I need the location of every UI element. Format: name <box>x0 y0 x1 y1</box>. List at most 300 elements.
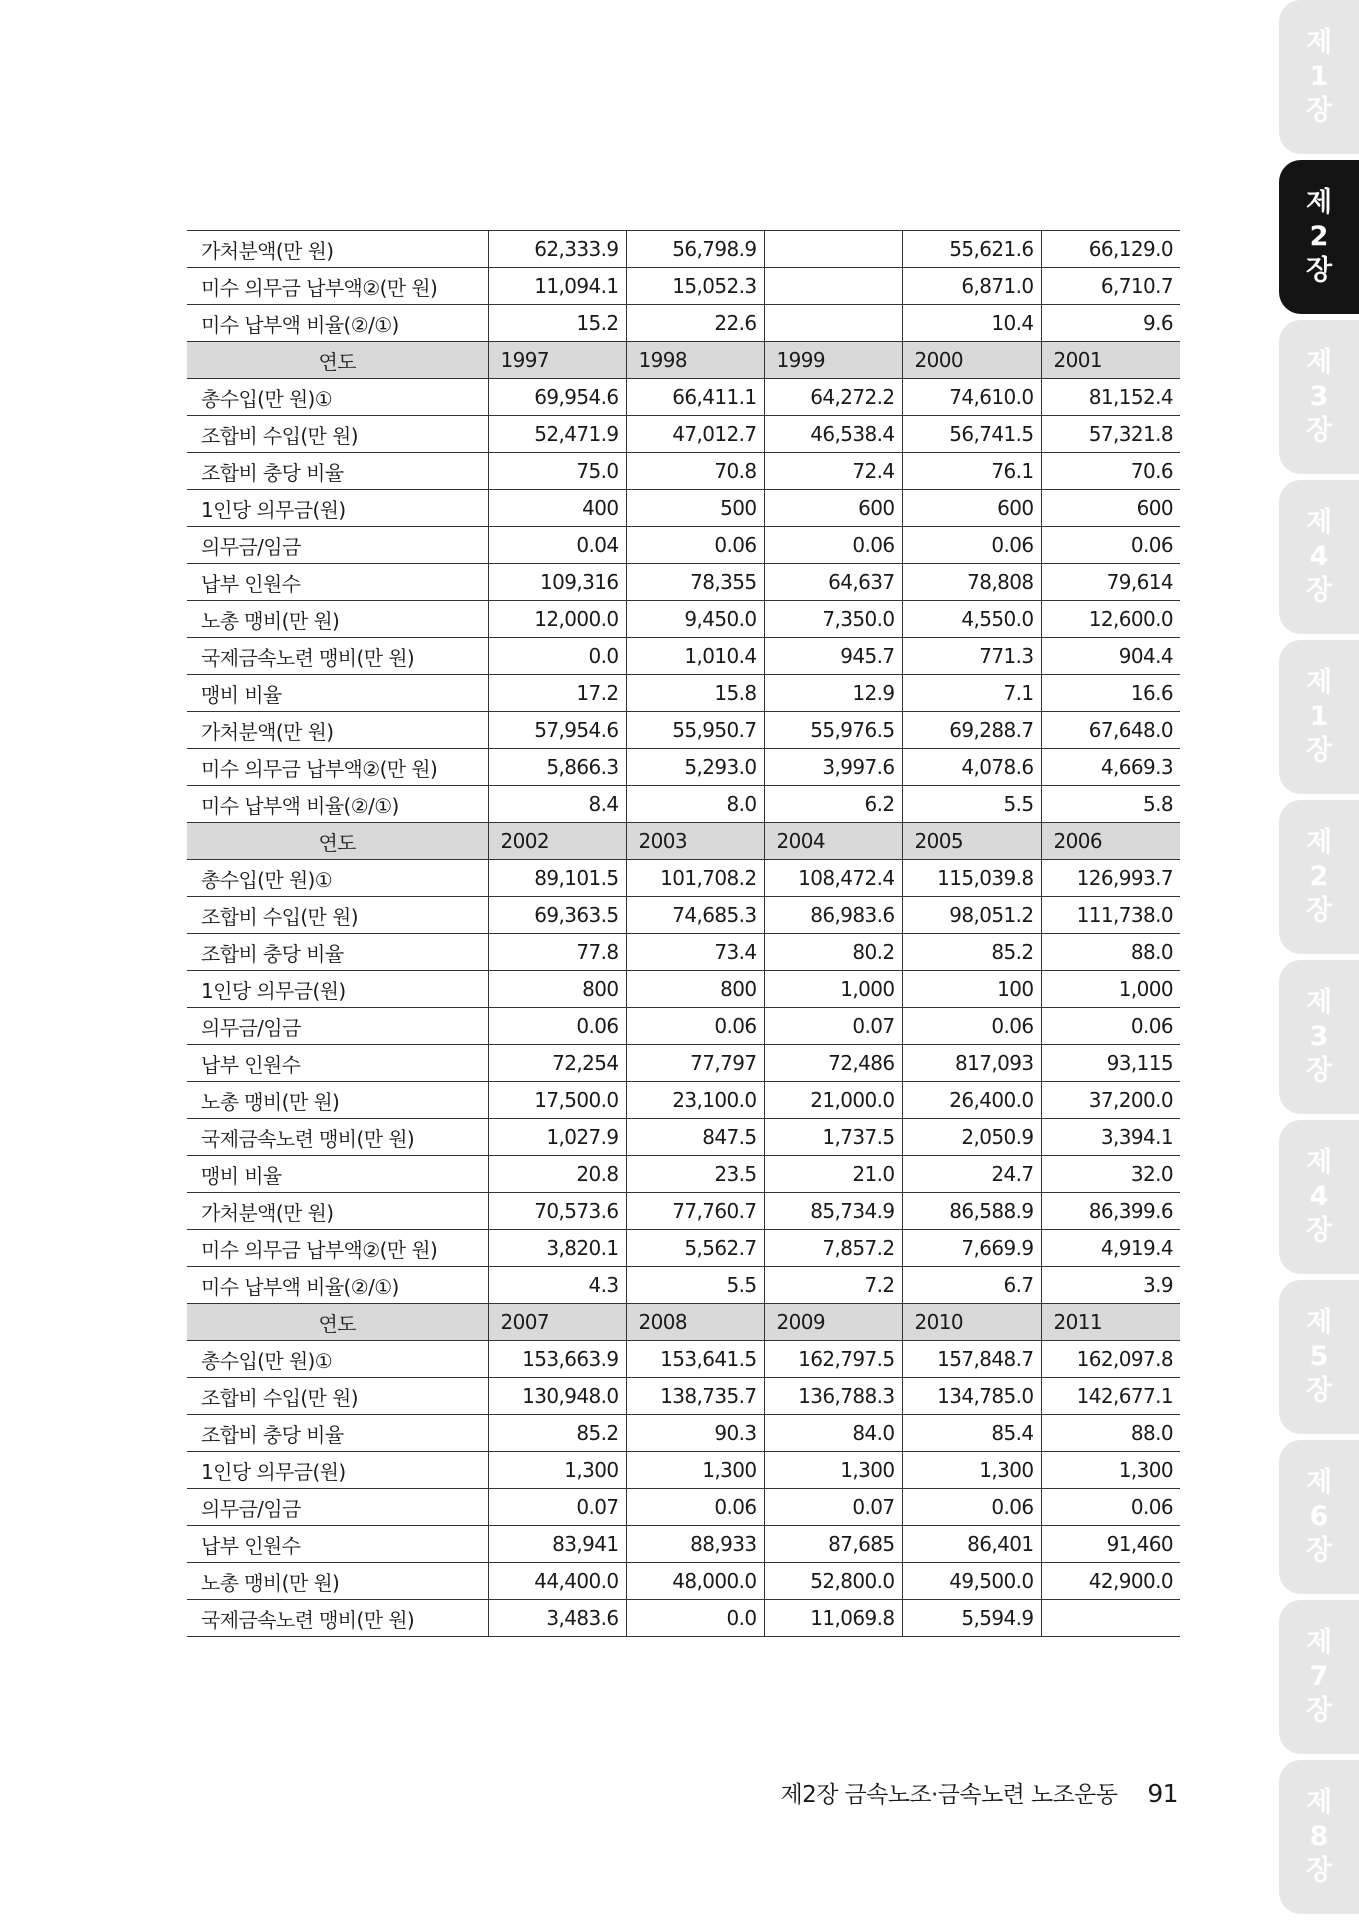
value-cell: 9,450.0 <box>626 601 764 638</box>
year-cell: 2001 <box>1041 342 1180 379</box>
value-cell: 91,460 <box>1041 1526 1180 1563</box>
year-label-cell: 연도 <box>187 342 488 379</box>
chapter-tab-num: 8 <box>1309 1821 1329 1852</box>
value-cell: 2,050.9 <box>902 1119 1041 1156</box>
table-row <box>187 786 1180 823</box>
value-cell: 21,000.0 <box>764 1082 902 1119</box>
value-cell: 108,472.4 <box>764 860 902 897</box>
table-row <box>187 1563 1180 1600</box>
value-cell: 109,316 <box>488 564 626 601</box>
value-cell: 100 <box>902 971 1041 1008</box>
row-label-cell: 맹비 비율 <box>187 1156 488 1193</box>
chapter-tab-suffix: 장 <box>1305 1535 1333 1566</box>
value-cell: 153,663.9 <box>488 1341 626 1378</box>
chapter-tab-suffix: 장 <box>1305 255 1333 286</box>
value-cell: 4,669.3 <box>1041 749 1180 786</box>
chapter-tab-suffix: 장 <box>1305 95 1333 126</box>
chapter-tab-num: 2 <box>1309 221 1329 252</box>
value-cell: 111,738.0 <box>1041 897 1180 934</box>
value-cell: 126,993.7 <box>1041 860 1180 897</box>
chapter-tab-num: 1 <box>1309 61 1329 92</box>
chapter-tab-suffix: 장 <box>1305 1055 1333 1086</box>
value-cell: 22.6 <box>626 305 764 342</box>
value-cell: 62,333.9 <box>488 231 626 268</box>
value-cell: 847.5 <box>626 1119 764 1156</box>
year-cell: 2004 <box>764 823 902 860</box>
value-cell: 0.06 <box>1041 1489 1180 1526</box>
value-cell: 0.0 <box>626 1600 764 1637</box>
value-cell: 8.4 <box>488 786 626 823</box>
value-cell: 79,614 <box>1041 564 1180 601</box>
table-row <box>187 453 1180 490</box>
value-cell: 5,866.3 <box>488 749 626 786</box>
value-cell: 0.06 <box>764 527 902 564</box>
value-cell: 7.2 <box>764 1267 902 1304</box>
value-cell: 1,000 <box>1041 971 1180 1008</box>
value-cell: 600 <box>764 490 902 527</box>
chapter-tab[interactable] <box>1279 160 1359 314</box>
dues-data-table <box>187 230 1180 1637</box>
table-row <box>187 934 1180 971</box>
value-cell: 85.2 <box>902 934 1041 971</box>
value-cell <box>1041 1600 1180 1637</box>
table-row <box>187 416 1180 453</box>
value-cell: 23.5 <box>626 1156 764 1193</box>
value-cell: 5.5 <box>902 786 1041 823</box>
value-cell: 10.4 <box>902 305 1041 342</box>
year-label-cell: 연도 <box>187 1304 488 1341</box>
table-row <box>187 1378 1180 1415</box>
value-cell: 9.6 <box>1041 305 1180 342</box>
chapter-tab[interactable] <box>1279 1120 1359 1274</box>
value-cell: 12.9 <box>764 675 902 712</box>
chapter-tab[interactable] <box>1279 1760 1359 1914</box>
footer-chapter-title: 제2장 금속노조·금속노련 노조운동 <box>780 1782 1118 1808</box>
value-cell: 17.2 <box>488 675 626 712</box>
value-cell: 88,933 <box>626 1526 764 1563</box>
value-cell: 136,788.3 <box>764 1378 902 1415</box>
value-cell: 67,648.0 <box>1041 712 1180 749</box>
table-row <box>187 1341 1180 1378</box>
chapter-tab-suffix: 장 <box>1305 575 1333 606</box>
value-cell: 78,355 <box>626 564 764 601</box>
row-label-cell: 노총 맹비(만 원) <box>187 1563 488 1600</box>
row-label-cell: 의무금/임금 <box>187 1008 488 1045</box>
page-footer <box>781 1776 1178 1809</box>
year-header-row <box>187 342 1180 379</box>
value-cell: 5,293.0 <box>626 749 764 786</box>
chapter-tab-num: 6 <box>1309 1501 1329 1532</box>
year-cell: 2000 <box>902 342 1041 379</box>
value-cell: 7,669.9 <box>902 1230 1041 1267</box>
chapter-tab-num: 4 <box>1309 1181 1329 1212</box>
value-cell: 3,820.1 <box>488 1230 626 1267</box>
value-cell: 88.0 <box>1041 1415 1180 1452</box>
row-label-cell: 미수 납부액 비율(②/①) <box>187 305 488 342</box>
table-row <box>187 601 1180 638</box>
table-row <box>187 1082 1180 1119</box>
chapter-tab[interactable] <box>1279 0 1359 154</box>
year-cell: 2010 <box>902 1304 1041 1341</box>
row-label-cell: 조합비 수입(만 원) <box>187 416 488 453</box>
chapter-tab-prefix: 제 <box>1305 187 1333 218</box>
value-cell: 55,976.5 <box>764 712 902 749</box>
table-row <box>187 712 1180 749</box>
table-row <box>187 897 1180 934</box>
value-cell: 1,300 <box>626 1452 764 1489</box>
value-cell: 1,737.5 <box>764 1119 902 1156</box>
value-cell: 1,300 <box>1041 1452 1180 1489</box>
chapter-tab-num: 2 <box>1309 861 1329 892</box>
year-cell: 2002 <box>488 823 626 860</box>
value-cell: 49,500.0 <box>902 1563 1041 1600</box>
row-label-cell: 1인당 의무금(원) <box>187 971 488 1008</box>
chapter-tab-bar <box>1279 0 1359 1920</box>
chapter-tab-num: 3 <box>1309 381 1329 412</box>
value-cell: 1,000 <box>764 971 902 1008</box>
value-cell: 162,097.8 <box>1041 1341 1180 1378</box>
value-cell: 0.06 <box>902 1489 1041 1526</box>
chapter-tab-num: 3 <box>1309 1021 1329 1052</box>
chapter-tab-prefix: 제 <box>1305 27 1333 58</box>
value-cell: 76.1 <box>902 453 1041 490</box>
value-cell: 1,010.4 <box>626 638 764 675</box>
value-cell: 77,760.7 <box>626 1193 764 1230</box>
row-label-cell: 의무금/임금 <box>187 527 488 564</box>
value-cell: 37,200.0 <box>1041 1082 1180 1119</box>
value-cell: 75.0 <box>488 453 626 490</box>
value-cell: 93,115 <box>1041 1045 1180 1082</box>
value-cell: 74,685.3 <box>626 897 764 934</box>
value-cell: 3.9 <box>1041 1267 1180 1304</box>
year-cell: 2003 <box>626 823 764 860</box>
value-cell: 88.0 <box>1041 934 1180 971</box>
row-label-cell: 가처분액(만 원) <box>187 712 488 749</box>
value-cell: 89,101.5 <box>488 860 626 897</box>
value-cell: 56,798.9 <box>626 231 764 268</box>
table-row <box>187 638 1180 675</box>
chapter-tab-suffix: 장 <box>1305 1215 1333 1246</box>
row-label-cell: 조합비 충당 비율 <box>187 934 488 971</box>
table-row <box>187 1415 1180 1452</box>
value-cell: 101,708.2 <box>626 860 764 897</box>
value-cell: 0.06 <box>626 1489 764 1526</box>
value-cell: 4,078.6 <box>902 749 1041 786</box>
value-cell: 42,900.0 <box>1041 1563 1180 1600</box>
table-row <box>187 231 1180 268</box>
value-cell: 57,321.8 <box>1041 416 1180 453</box>
value-cell: 55,950.7 <box>626 712 764 749</box>
row-label-cell: 납부 인원수 <box>187 564 488 601</box>
row-label-cell: 국제금속노련 맹비(만 원) <box>187 1600 488 1637</box>
chapter-tab[interactable] <box>1279 1600 1359 1754</box>
row-label-cell: 총수입(만 원)① <box>187 379 488 416</box>
value-cell: 0.06 <box>902 1008 1041 1045</box>
value-cell: 85.4 <box>902 1415 1041 1452</box>
value-cell: 70,573.6 <box>488 1193 626 1230</box>
row-label-cell: 미수 납부액 비율(②/①) <box>187 786 488 823</box>
table-row <box>187 379 1180 416</box>
table-row <box>187 1119 1180 1156</box>
row-label-cell: 1인당 의무금(원) <box>187 1452 488 1489</box>
chapter-tab-suffix: 장 <box>1305 1855 1333 1886</box>
table-row <box>187 1526 1180 1563</box>
value-cell: 1,300 <box>764 1452 902 1489</box>
value-cell: 17,500.0 <box>488 1082 626 1119</box>
year-cell: 2006 <box>1041 823 1180 860</box>
value-cell: 23,100.0 <box>626 1082 764 1119</box>
row-label-cell: 1인당 의무금(원) <box>187 490 488 527</box>
row-label-cell: 조합비 수입(만 원) <box>187 1378 488 1415</box>
chapter-tab-prefix: 제 <box>1305 1627 1333 1658</box>
value-cell: 72,486 <box>764 1045 902 1082</box>
year-header-row <box>187 823 1180 860</box>
value-cell: 15.8 <box>626 675 764 712</box>
value-cell: 73.4 <box>626 934 764 971</box>
value-cell: 57,954.6 <box>488 712 626 749</box>
value-cell: 7.1 <box>902 675 1041 712</box>
table-row <box>187 1489 1180 1526</box>
value-cell: 3,483.6 <box>488 1600 626 1637</box>
table-row <box>187 1600 1180 1637</box>
year-cell: 2008 <box>626 1304 764 1341</box>
value-cell: 1,300 <box>488 1452 626 1489</box>
chapter-tab-suffix: 장 <box>1305 895 1333 926</box>
value-cell: 138,735.7 <box>626 1378 764 1415</box>
value-cell: 771.3 <box>902 638 1041 675</box>
value-cell: 15,052.3 <box>626 268 764 305</box>
row-label-cell: 총수입(만 원)① <box>187 860 488 897</box>
value-cell: 4,919.4 <box>1041 1230 1180 1267</box>
value-cell: 77.8 <box>488 934 626 971</box>
row-label-cell: 가처분액(만 원) <box>187 231 488 268</box>
value-cell: 78,808 <box>902 564 1041 601</box>
value-cell: 90.3 <box>626 1415 764 1452</box>
value-cell: 1,300 <box>902 1452 1041 1489</box>
value-cell: 115,039.8 <box>902 860 1041 897</box>
year-cell: 1997 <box>488 342 626 379</box>
value-cell: 70.8 <box>626 453 764 490</box>
value-cell: 400 <box>488 490 626 527</box>
table-row <box>187 1156 1180 1193</box>
row-label-cell: 가처분액(만 원) <box>187 1193 488 1230</box>
value-cell: 84.0 <box>764 1415 902 1452</box>
value-cell: 5,594.9 <box>902 1600 1041 1637</box>
value-cell: 77,797 <box>626 1045 764 1082</box>
value-cell: 86,399.6 <box>1041 1193 1180 1230</box>
row-label-cell: 미수 납부액 비율(②/①) <box>187 1267 488 1304</box>
value-cell: 66,411.1 <box>626 379 764 416</box>
row-label-cell: 국제금속노련 맹비(만 원) <box>187 1119 488 1156</box>
row-label-cell: 미수 의무금 납부액②(만 원) <box>187 749 488 786</box>
chapter-tab-num: 7 <box>1309 1661 1329 1692</box>
table-row <box>187 1193 1180 1230</box>
value-cell: 15.2 <box>488 305 626 342</box>
value-cell: 600 <box>1041 490 1180 527</box>
chapter-tab-prefix: 제 <box>1305 667 1333 698</box>
value-cell: 162,797.5 <box>764 1341 902 1378</box>
value-cell: 46,538.4 <box>764 416 902 453</box>
value-cell: 0.07 <box>488 1489 626 1526</box>
table-row <box>187 1230 1180 1267</box>
value-cell: 142,677.1 <box>1041 1378 1180 1415</box>
value-cell: 69,954.6 <box>488 379 626 416</box>
value-cell: 5,562.7 <box>626 1230 764 1267</box>
value-cell: 52,800.0 <box>764 1563 902 1600</box>
value-cell: 20.8 <box>488 1156 626 1193</box>
value-cell: 904.4 <box>1041 638 1180 675</box>
value-cell <box>764 268 902 305</box>
value-cell: 86,588.9 <box>902 1193 1041 1230</box>
table-row <box>187 971 1180 1008</box>
table-row <box>187 1267 1180 1304</box>
value-cell: 134,785.0 <box>902 1378 1041 1415</box>
value-cell: 817,093 <box>902 1045 1041 1082</box>
value-cell: 1,027.9 <box>488 1119 626 1156</box>
value-cell: 4,550.0 <box>902 601 1041 638</box>
value-cell: 600 <box>902 490 1041 527</box>
value-cell: 56,741.5 <box>902 416 1041 453</box>
chapter-tab-prefix: 제 <box>1305 1307 1333 1338</box>
value-cell: 7,857.2 <box>764 1230 902 1267</box>
table-row <box>187 564 1180 601</box>
value-cell: 6,871.0 <box>902 268 1041 305</box>
value-cell: 83,941 <box>488 1526 626 1563</box>
chapter-tab[interactable] <box>1279 640 1359 794</box>
row-label-cell: 납부 인원수 <box>187 1045 488 1082</box>
row-label-cell: 노총 맹비(만 원) <box>187 601 488 638</box>
value-cell: 47,012.7 <box>626 416 764 453</box>
value-cell: 80.2 <box>764 934 902 971</box>
value-cell: 0.0 <box>488 638 626 675</box>
value-cell: 6.7 <box>902 1267 1041 1304</box>
row-label-cell: 의무금/임금 <box>187 1489 488 1526</box>
chapter-tab-prefix: 제 <box>1305 347 1333 378</box>
value-cell: 26,400.0 <box>902 1082 1041 1119</box>
row-label-cell: 조합비 충당 비율 <box>187 1415 488 1452</box>
value-cell: 69,288.7 <box>902 712 1041 749</box>
chapter-tab[interactable] <box>1279 1280 1359 1434</box>
chapter-tab-suffix: 장 <box>1305 1375 1333 1406</box>
value-cell: 64,637 <box>764 564 902 601</box>
value-cell: 4.3 <box>488 1267 626 1304</box>
row-label-cell: 국제금속노련 맹비(만 원) <box>187 638 488 675</box>
value-cell: 11,069.8 <box>764 1600 902 1637</box>
row-label-cell: 조합비 충당 비율 <box>187 453 488 490</box>
value-cell: 0.06 <box>902 527 1041 564</box>
value-cell: 21.0 <box>764 1156 902 1193</box>
value-cell: 85,734.9 <box>764 1193 902 1230</box>
year-cell: 1999 <box>764 342 902 379</box>
chapter-tab-prefix: 제 <box>1305 987 1333 1018</box>
value-cell: 153,641.5 <box>626 1341 764 1378</box>
chapter-tab-suffix: 장 <box>1305 1695 1333 1726</box>
value-cell: 44,400.0 <box>488 1563 626 1600</box>
row-label-cell: 미수 의무금 납부액②(만 원) <box>187 268 488 305</box>
value-cell: 8.0 <box>626 786 764 823</box>
chapter-tab[interactable] <box>1279 480 1359 634</box>
chapter-tab[interactable] <box>1279 960 1359 1114</box>
value-cell: 0.07 <box>764 1489 902 1526</box>
row-label-cell: 미수 의무금 납부액②(만 원) <box>187 1230 488 1267</box>
year-cell: 2005 <box>902 823 1041 860</box>
row-label-cell: 노총 맹비(만 원) <box>187 1082 488 1119</box>
value-cell: 48,000.0 <box>626 1563 764 1600</box>
chapter-tab-num: 1 <box>1309 701 1329 732</box>
value-cell: 0.06 <box>1041 1008 1180 1045</box>
value-cell: 12,000.0 <box>488 601 626 638</box>
chapter-tab-num: 4 <box>1309 541 1329 572</box>
value-cell: 69,363.5 <box>488 897 626 934</box>
row-label-cell: 총수입(만 원)① <box>187 1341 488 1378</box>
value-cell: 800 <box>626 971 764 1008</box>
value-cell: 52,471.9 <box>488 416 626 453</box>
value-cell: 157,848.7 <box>902 1341 1041 1378</box>
value-cell: 3,997.6 <box>764 749 902 786</box>
chapter-tab-suffix: 장 <box>1305 735 1333 766</box>
year-header-row <box>187 1304 1180 1341</box>
value-cell: 5.5 <box>626 1267 764 1304</box>
year-cell: 2009 <box>764 1304 902 1341</box>
value-cell: 55,621.6 <box>902 231 1041 268</box>
table-row <box>187 1008 1180 1045</box>
chapter-tab[interactable] <box>1279 1440 1359 1594</box>
value-cell: 0.06 <box>488 1008 626 1045</box>
value-cell: 86,401 <box>902 1526 1041 1563</box>
value-cell: 64,272.2 <box>764 379 902 416</box>
chapter-tab-suffix: 장 <box>1305 415 1333 446</box>
year-label-cell: 연도 <box>187 823 488 860</box>
value-cell: 6.2 <box>764 786 902 823</box>
table-row <box>187 675 1180 712</box>
table-row <box>187 749 1180 786</box>
value-cell: 12,600.0 <box>1041 601 1180 638</box>
value-cell: 72,254 <box>488 1045 626 1082</box>
value-cell: 0.06 <box>1041 527 1180 564</box>
value-cell: 86,983.6 <box>764 897 902 934</box>
value-cell: 130,948.0 <box>488 1378 626 1415</box>
year-cell: 1998 <box>626 342 764 379</box>
value-cell: 945.7 <box>764 638 902 675</box>
value-cell: 500 <box>626 490 764 527</box>
value-cell: 85.2 <box>488 1415 626 1452</box>
value-cell: 74,610.0 <box>902 379 1041 416</box>
page-number: 91 <box>1147 1779 1178 1808</box>
value-cell: 0.07 <box>764 1008 902 1045</box>
value-cell: 24.7 <box>902 1156 1041 1193</box>
value-cell: 11,094.1 <box>488 268 626 305</box>
value-cell: 72.4 <box>764 453 902 490</box>
chapter-tab-prefix: 제 <box>1305 1787 1333 1818</box>
value-cell: 0.04 <box>488 527 626 564</box>
value-cell: 800 <box>488 971 626 1008</box>
value-cell: 98,051.2 <box>902 897 1041 934</box>
value-cell: 6,710.7 <box>1041 268 1180 305</box>
table-row <box>187 1045 1180 1082</box>
row-label-cell: 조합비 수입(만 원) <box>187 897 488 934</box>
value-cell: 32.0 <box>1041 1156 1180 1193</box>
chapter-tab-num: 5 <box>1309 1341 1329 1372</box>
chapter-tab-prefix: 제 <box>1305 1147 1333 1178</box>
value-cell <box>764 231 902 268</box>
row-label-cell: 맹비 비율 <box>187 675 488 712</box>
chapter-tab[interactable] <box>1279 800 1359 954</box>
value-cell: 16.6 <box>1041 675 1180 712</box>
chapter-tab[interactable] <box>1279 320 1359 474</box>
chapter-tab-prefix: 제 <box>1305 827 1333 858</box>
value-cell: 0.06 <box>626 1008 764 1045</box>
table-row <box>187 527 1180 564</box>
